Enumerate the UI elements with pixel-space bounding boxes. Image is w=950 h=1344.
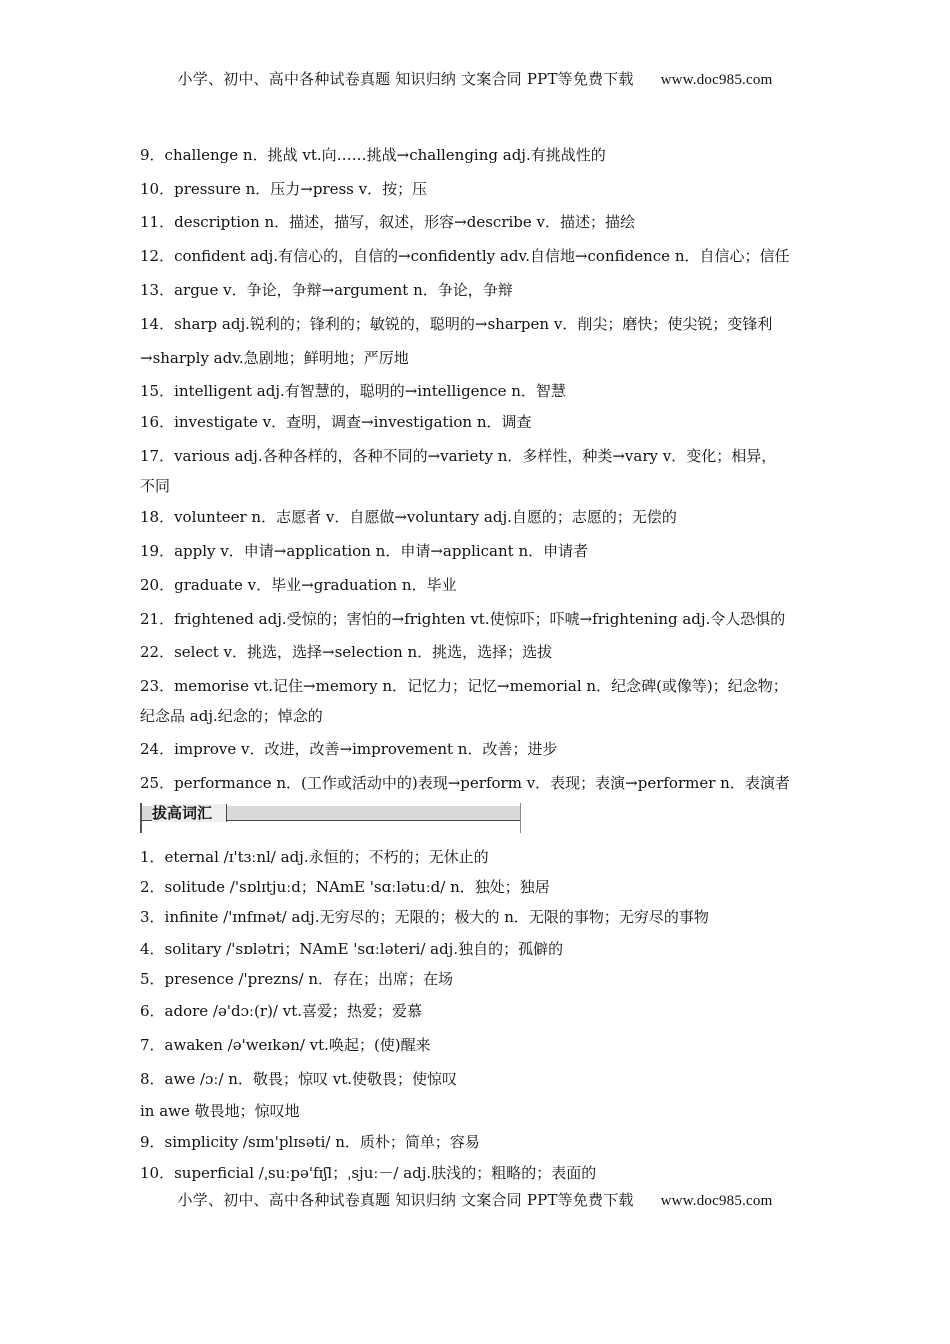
page-footer: [0, 1189, 950, 1210]
list-item: 20．graduate v．毕业→graduation n．毕业: [140, 576, 457, 594]
list-item: 8．awe /ɔː/ n．敬畏；惊叹 vt.使敬畏；使惊叹: [140, 1070, 458, 1088]
list-item: 10．superficial /ˌsuːpə'fɪʃl；ˌsjuː－/ adj.肤浅的；粗略的；表面的: [140, 1164, 597, 1182]
list-item: 21．frightened adj.受惊的；害怕的→frighten vt.使惊吓；吓唬→frightening adj.令人恐惧的: [140, 610, 786, 628]
list-item: 17．various adj.各种各样的，各种不同的→variety n．多样性，种类→vary v．变化；相异，: [140, 447, 777, 465]
list-item: 4．solitary /'sɒlətri；NAmE 'sɑːləteri/ adj.独自的；孤僻的: [140, 940, 564, 958]
list-item: 1．eternal /ɪ'tɜːnl/ adj.永恒的；不朽的；无休止的: [140, 848, 489, 866]
list-item: 24．improve v．改进，改善→improvement n．改善；进步: [140, 740, 558, 758]
list-item: 23．memorise vt.记住→memory n．记忆力；记忆→memorial n．纪念碑(或像等)；纪念物；: [140, 677, 788, 695]
list-item: 10．pressure n．压力→press v．按；压: [140, 180, 428, 198]
list-item: 9．simplicity /sɪm'plɪsəti/ n．质朴；简单；容易: [140, 1133, 480, 1151]
list-item: 5．presence /'prezns/ n．存在；出席；在场: [140, 970, 454, 988]
list-item: 3．infinite /'ɪnfɪnət/ adj.无穷尽的；无限的；极大的 n．无限的事物；无穷尽的事物: [140, 908, 709, 926]
list-item: 7．awaken /ə'weɪkən/ vt.唤起；(使)醒来: [140, 1036, 431, 1054]
list-item: 纪念品 adj.纪念的；悼念的: [140, 707, 323, 725]
section-header-box: [140, 803, 521, 833]
footer-text: 小学、初中、高中各种试卷真题 知识归纳 文案合同 PPT等免费下载: [177, 1191, 634, 1209]
list-item: 22．select v．挑选，选择→selection n．挑选，选择；选拔: [140, 643, 553, 661]
list-item: in awe 敬畏地；惊叹地: [140, 1102, 300, 1120]
section-title: 拔高词汇: [152, 804, 227, 822]
footer-site: www.doc985.com: [660, 1193, 773, 1209]
list-item: 不同: [140, 477, 171, 495]
header-text: 小学、初中、高中各种试卷真题 知识归纳 文案合同 PPT等免费下载: [177, 70, 634, 88]
list-item: 6．adore /ə'dɔː(r)/ vt.喜爱；热爱；爱慕: [140, 1002, 423, 1020]
list-item: 13．argue v．争论，争辩→argument n．争论，争辩: [140, 281, 513, 299]
header-site: www.doc985.com: [660, 72, 773, 88]
list-item: 16．investigate v．查明，调查→investigation n．调查: [140, 413, 532, 431]
list-item: 19．apply v．申请→application n．申请→applicant n．申请者: [140, 542, 589, 560]
list-item: 2．solitude /'sɒlɪtjuːd；NAmE 'sɑːlətuːd/ n．独处；独居: [140, 878, 550, 896]
page-header: [0, 68, 950, 89]
list-item: →sharply adv.急剧地；鲜明地；严厉地: [140, 349, 409, 367]
list-item: 15．intelligent adj.有智慧的，聪明的→intelligence n．智慧: [140, 382, 566, 400]
list-item: 25．performance n．(工作或活动中的)表现→perform v．表现；表演→performer n．表演者: [140, 774, 790, 792]
list-item: 11．description n．描述，描写，叙述，形容→describe v．描述；描绘: [140, 213, 636, 231]
list-item: 9．challenge n．挑战 vt.向……挑战→challenging adj.有挑战性的: [140, 146, 606, 164]
list-item: 14．sharp adj.锐利的；锋利的；敏锐的，聪明的→sharpen v．削尖；磨快；使尖锐；变锋利: [140, 315, 773, 333]
list-item: 12．confident adj.有信心的，自信的→confidently adv.自信地→confidence n．自信心；信任: [140, 247, 790, 265]
list-item: 18．volunteer n．志愿者 v．自愿做→voluntary adj.自愿的；志愿的；无偿的: [140, 508, 677, 526]
